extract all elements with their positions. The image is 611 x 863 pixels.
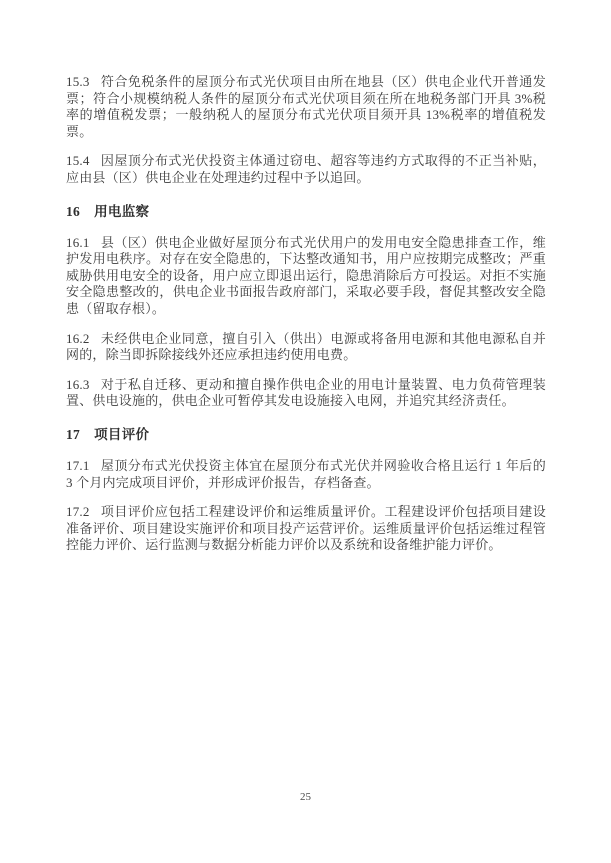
clause-text: 县（区）供电企业做好屋顶分布式光伏用户的发用电安全隐患排查工作，维护发用电秩序。对存在安全隐患的，下达整改通知书，用户应按期完成整改；严重威胁供用电安全的设备，用户应立即退出运行，隐患消除后方可投运。对拒不实施安全隐患整改的，供电企业书面报告政府部门，采取必要手段，督促其整改安全隐患（留取存根）。 xyxy=(66,234,546,316)
clause-number: 15.3 xyxy=(66,74,90,89)
clause-text: 屋顶分布式光伏投资主体宜在屋顶分布式光伏并网验收合格且运行 1 年后的 3 个月内完成项目评价，并形成评价报告，存档备查。 xyxy=(66,457,546,490)
clause-number: 16.3 xyxy=(66,376,90,392)
clause-text: 因屋顶分布式光伏投资主体通过窃电、超容等违约方式取得的不正当补贴，应由县（区）供电企业在处理违约过程中予以追回。 xyxy=(66,153,546,185)
clause-text: 未经供电企业同意，擅自引入（供出）电源或将备用电源和其他电源私自并网的，除当即拆除接线外还应承担违约使用电费。 xyxy=(66,330,546,363)
page-number: 25 xyxy=(300,791,311,803)
heading-number: 16 xyxy=(66,203,81,219)
clause-number: 16.1 xyxy=(66,234,90,250)
clause-number: 17.2 xyxy=(66,504,90,520)
clause-16-3 xyxy=(66,377,546,410)
heading-number: 17 xyxy=(66,426,81,442)
clause-number: 15.4 xyxy=(66,153,90,169)
clause-text: 项目评价应包括工程建设评价和运维质量评价。工程建设评价包括项目建设准备评价、项目建设实施评价和项目投产运营评价。运维质量评价包括运维过程管控能力评价、运行监测与数据分析能力评价以及系统和设备维护能力评价。 xyxy=(66,504,546,553)
section-heading-17 xyxy=(66,423,546,443)
heading-text: 用电监察 xyxy=(94,203,150,219)
clause-15-3 xyxy=(66,74,546,140)
clause-17-1 xyxy=(66,458,546,491)
clause-number: 16.2 xyxy=(66,330,90,346)
clause-15-4 xyxy=(66,153,546,186)
clause-17-2 xyxy=(66,504,546,554)
page-content xyxy=(66,74,546,567)
clause-text: 符合免税条件的屋顶分布式光伏项目由所在地县（区）供电企业代开普通发票；符合小规模纳税人条件的屋顶分布式光伏项目须在所在地税务部门开具 3%税率的增值税发票；一般纳税人的屋顶分布式光伏项目须开具 13%税率的增值税发票。 xyxy=(66,74,546,139)
heading-text: 项目评价 xyxy=(94,426,150,442)
clause-number: 17.1 xyxy=(66,457,90,473)
clause-16-2 xyxy=(66,331,546,364)
clause-text: 对于私自迁移、更动和擅自操作供电企业的用电计量装置、电力负荷管理装置、供电设施的，供电企业可暂停其发电设施接入电网，并追究其经济责任。 xyxy=(66,376,546,409)
section-heading-16 xyxy=(66,200,546,220)
clause-16-1 xyxy=(66,235,546,318)
